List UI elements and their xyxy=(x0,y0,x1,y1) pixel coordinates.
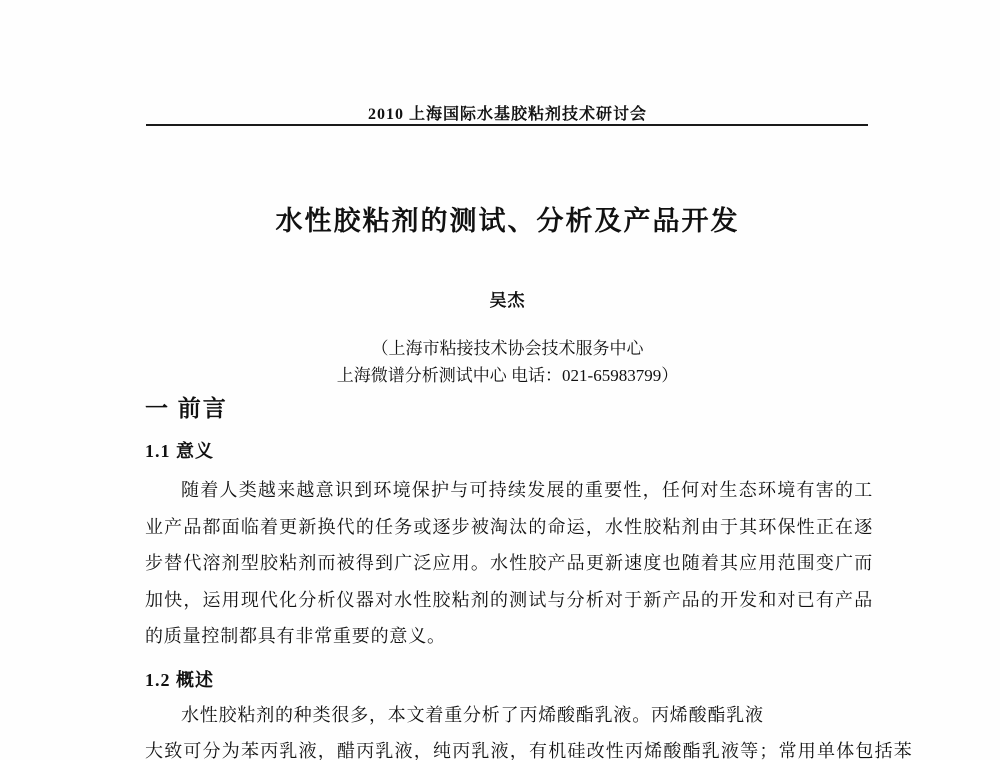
running-header: 2010 上海国际水基胶粘剂技术研讨会 xyxy=(367,106,647,123)
section-1-heading: 一 前言 xyxy=(145,396,228,421)
section-1-2-paragraph-line-2: 大致可分为苯丙乳液，醋丙乳液，纯丙乳液，有机硅改性丙烯酸酯乳液等；常用单体包括苯 xyxy=(145,741,913,760)
section-1-1-paragraph: 随着人类越来越意识到环境保护与可持续发展的重要性，任何对生态环境有害的工业产品都面临着更新换代的任务或逐步被淘汰的命运，水性胶粘剂由于其环保性正在逐步替代溶剂型胶粘剂而被得到广泛应用。水性胶产品更新速度也随着其应用范围变广而加快，运用现代化分析仪器对水性胶粘剂的测试与分析对于新产品的开发和对已有产品的质量控制都具有非常重要的意义。 xyxy=(145,480,873,647)
section-1-2-paragraph-line-1: 水性胶粘剂的种类很多，本文着重分析了丙烯酸酯乳液。丙烯酸酯乳液 xyxy=(181,705,764,725)
affiliation-line-1: （上海市粘接技术协会技术服务中心 xyxy=(371,339,644,358)
affiliation-line-2: 上海微谱分析测试中心 电话：021-65983799） xyxy=(336,366,679,385)
paper-title: 水性胶粘剂的测试、分析及产品开发 xyxy=(275,206,740,236)
section-1-1-heading: 1.1 意义 xyxy=(145,441,214,461)
section-1-2-heading: 1.2 概述 xyxy=(145,670,214,690)
author-name: 吴杰 xyxy=(489,291,526,310)
affiliation-block xyxy=(145,335,870,389)
header-rule xyxy=(146,124,868,126)
